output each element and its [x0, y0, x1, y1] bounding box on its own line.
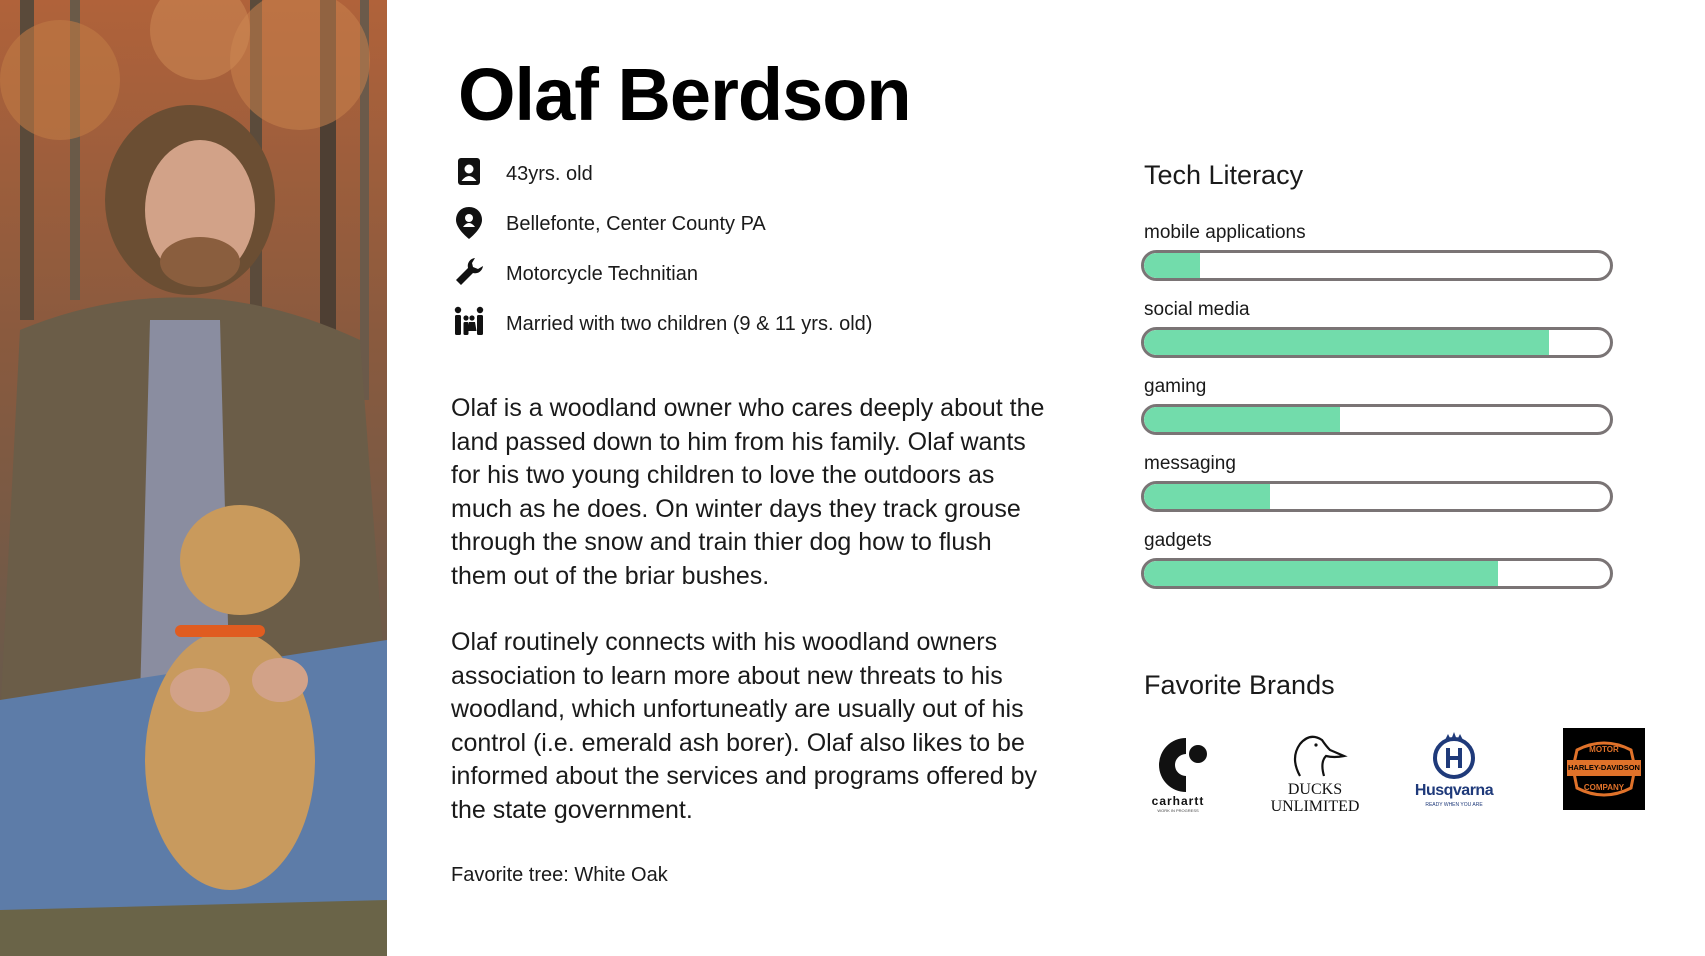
fact-family-text: Married with two children (9 & 11 yrs. old) — [506, 313, 873, 335]
skill-label: mobile applications — [1144, 222, 1306, 243]
skill-bar — [1141, 327, 1613, 358]
skill-bar-fill — [1144, 407, 1340, 432]
husqvarna-tagline: READY WHEN YOU ARE — [1425, 802, 1483, 808]
fact-age-text: 43yrs. old — [506, 163, 593, 185]
fact-family — [452, 305, 1052, 355]
skill-bar-fill — [1144, 561, 1498, 586]
harley-bottom-text: COMPANY — [1583, 783, 1625, 792]
skill-label: social media — [1144, 299, 1250, 320]
skill-mobile-applications — [1141, 222, 1611, 281]
skill-label: gadgets — [1144, 530, 1212, 551]
fact-location — [452, 205, 1052, 255]
harley-top-text: MOTOR — [1589, 745, 1619, 754]
skill-bar-fill — [1144, 253, 1200, 278]
location-pin-icon — [452, 205, 486, 239]
skill-label: messaging — [1144, 453, 1236, 474]
skill-bar-fill — [1144, 484, 1270, 509]
harley-wordmark: HARLEY-DAVIDSON — [1568, 763, 1640, 772]
ducks-wordmark-line1: DUCKS — [1287, 781, 1343, 798]
contact-card-icon — [452, 155, 486, 189]
bio-paragraph-1: Olaf is a woodland owner who cares deeply about the land passed down to him from his family. Olaf wants for his two young children to love the outdoors as much as he does. On winter days they track grouse through the snow and train thier dog how to flush them out of the briar bushes. — [451, 394, 1045, 590]
ducks-unlimited-logo — [1260, 728, 1370, 818]
husqvarna-logo — [1404, 728, 1504, 818]
carhartt-logo — [1138, 728, 1218, 818]
wrench-icon — [452, 255, 486, 289]
profile-photo — [0, 0, 387, 956]
fact-location-text: Bellefonte, Center County PA — [506, 213, 766, 235]
husqvarna-crown-icon — [1404, 728, 1504, 780]
harley-davidson-logo — [1563, 728, 1645, 810]
skill-bar — [1141, 250, 1613, 281]
skill-bar — [1141, 481, 1613, 512]
skill-bar — [1141, 558, 1613, 589]
ducks-wordmark-line2: UNLIMITED — [1270, 798, 1360, 815]
skill-gadgets — [1141, 530, 1611, 589]
skill-bar-fill — [1144, 330, 1549, 355]
favorite-tree: Favorite tree: White Oak — [451, 864, 668, 886]
fact-occupation-text: Motorcycle Technitian — [506, 263, 698, 285]
skill-gaming — [1141, 376, 1611, 435]
skill-social-media — [1141, 299, 1611, 358]
brand-logos — [1138, 728, 1658, 818]
persona-name: Olaf Berdson — [458, 53, 911, 136]
carhartt-wordmark: carhartt — [1151, 794, 1205, 808]
fact-age — [452, 155, 1052, 205]
duck-head-icon — [1260, 728, 1370, 780]
favorite-brands-title: Favorite Brands — [1144, 670, 1335, 700]
carhartt-tagline: WORK IN PROGRESS — [1157, 808, 1199, 813]
persona-facts — [452, 155, 1052, 355]
fact-occupation — [452, 255, 1052, 305]
skill-bar — [1141, 404, 1613, 435]
family-icon — [452, 305, 486, 339]
bio-paragraph-2: Olaf routinely connects with his woodland owners association to learn more about new threats to his woodland, which unfortuneatly are usually out of his control (i.e. emerald ash borer). Olaf also likes to be informed about the services and programs offered by the state government. — [451, 628, 1037, 824]
husqvarna-wordmark: Husqvarna — [1414, 782, 1494, 799]
tech-literacy-title: Tech Literacy — [1144, 160, 1304, 190]
skill-messaging — [1141, 453, 1611, 512]
skill-label: gaming — [1144, 376, 1207, 397]
